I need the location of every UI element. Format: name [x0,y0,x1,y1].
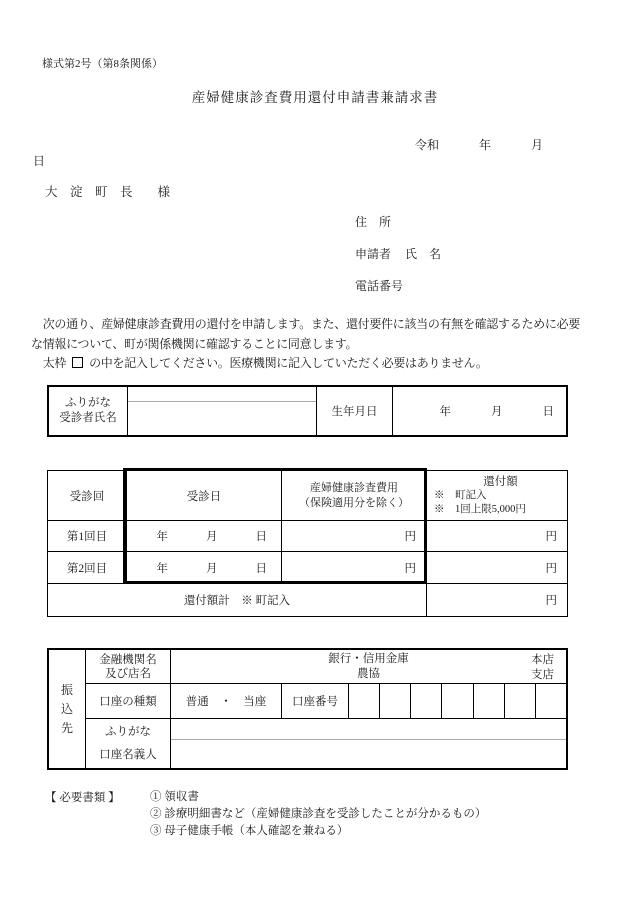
refund-total-cell[interactable]: 円 [426,583,567,616]
notice-paragraph [31,315,601,374]
round-2-date-input[interactable]: 年 月 日 [126,551,281,583]
round-2-cost-input[interactable]: 円 [281,551,426,583]
branch-options[interactable]: 本店 支店 [531,654,554,681]
account-type-label: 口座の種類 [85,683,170,718]
round-2-label: 第2回目 [48,551,126,583]
account-row [170,683,566,718]
addressee-label: 大 淀 町 長 様 [45,185,171,199]
day-label: 日 [33,154,46,168]
round-1-refund-cell[interactable]: 円 [426,520,567,551]
col-header-exam-date: 受診日 [126,471,281,520]
applicant-prefix-label: 申請者 [355,247,392,261]
bank-type-options[interactable]: 銀行・信用金庫 [328,652,409,665]
phone-label: 電話番号 [355,279,404,293]
applicant-block [355,213,441,309]
round-1-date-input[interactable]: 年 月 日 [126,520,281,551]
patient-info-table [47,385,568,437]
name-label: 氏 名 [405,247,442,261]
account-number-cell[interactable] [348,684,379,718]
list-item: ② 診療明細書など（産婦健康診査を受診したことが分かるもの） [150,808,487,820]
account-number-cell[interactable] [410,684,441,718]
furigana-label: ふりがな [65,397,111,409]
era-label: 令和 [415,138,440,152]
list-item: ① 領収書 [150,791,199,803]
account-number-cell[interactable] [441,684,472,718]
holder-furigana-divider [171,739,566,740]
notice-line-1: 次の通り、産婦健康診査費用の還付を申請します。また、還付要件に該当の有無を確認するために必要 [31,317,580,331]
patient-name-label: 受診者氏名 [59,412,117,424]
application-date-line [415,136,543,153]
box-icon [72,357,83,368]
bank-name-label: 金融機関名 及び店名 [85,650,170,683]
required-documents-heading: 【 必要書類 】 [45,792,120,804]
account-number-cell[interactable] [535,684,566,718]
account-number-cell[interactable] [504,684,535,718]
col-header-refund: 還付額 ※ 町記入 ※ 1回上限5,000円 [426,471,567,520]
exam-refund-table [47,470,568,617]
birth-day-label: 日 [542,406,554,418]
account-number-cell[interactable] [379,684,410,718]
refund-total-label: 還付額計 ※ 町記入 [48,583,426,616]
list-item: ③ 母子健康手帳（本人確認を兼ねる） [150,825,349,837]
bank-name-input[interactable]: 銀行・信用金庫 農協 本店 支店 [170,650,566,683]
bank-transfer-table [47,648,568,770]
furigana-divider [128,401,316,402]
required-documents-list [150,789,486,840]
birthdate-input[interactable] [392,387,566,435]
address-label: 住 所 [355,215,392,229]
birth-year-label: 年 [439,406,451,418]
form-number-label: 様式第2号（第8条関係） [42,58,163,70]
month-label: 月 [531,138,544,152]
patient-name-input[interactable] [127,387,316,435]
transfer-destination-label: 振 込 先 [60,682,73,735]
notice-line-3: 太枠 の中を記入してください。医療機関に記入していただく必要はありません。 [31,356,488,370]
birthdate-label: 生年月日 [316,387,392,435]
patient-name-header [49,387,127,435]
account-holder-input[interactable] [170,718,566,768]
account-number-cell[interactable] [473,684,504,718]
year-label: 年 [479,138,492,152]
page-title: 産婦健康診査費用還付申請書兼請求書 [191,90,439,105]
round-2-refund-cell[interactable]: 円 [426,551,567,583]
account-holder-label: ふりがな 口座名義人 [85,718,170,768]
account-number-input [348,684,566,718]
account-type-choice[interactable]: 普通 ・ 当座 [185,696,267,708]
round-1-label: 第1回目 [48,520,126,551]
account-number-label: 口座番号 [281,684,348,718]
col-header-cost: 産婦健康診査費用 （保険適用分を除く） [281,471,426,520]
birth-month-label: 月 [491,406,503,418]
notice-line-2: な情報について、町が関係機関に確認することに同意します。 [31,336,358,351]
required-documents [45,789,486,840]
col-header-round: 受診回 [69,490,105,503]
round-1-cost-input[interactable]: 円 [281,520,426,551]
